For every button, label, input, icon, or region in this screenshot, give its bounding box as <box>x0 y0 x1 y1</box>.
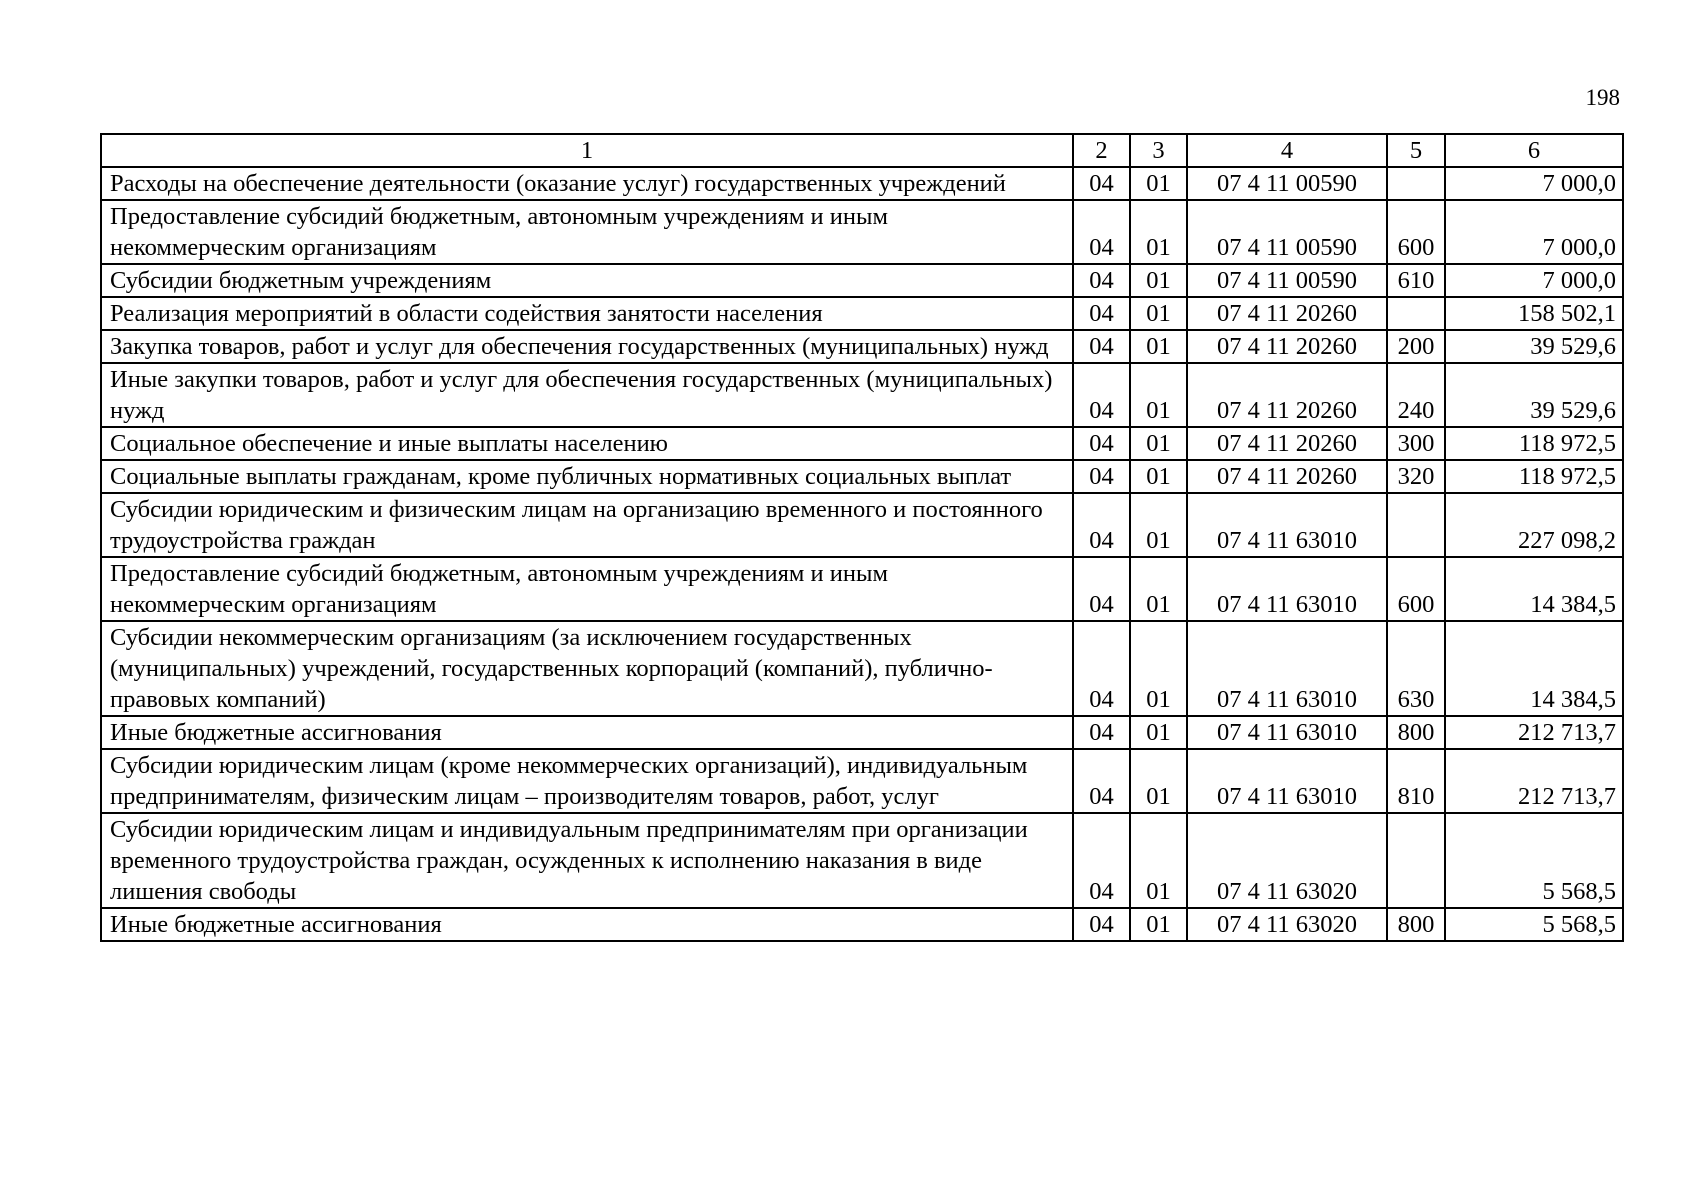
row-amount-cell: 212 713,7 <box>1445 716 1623 749</box>
column-header-6: 6 <box>1445 134 1623 167</box>
row-name-cell: Социальное обеспечение и иные выплаты населению <box>101 427 1073 460</box>
table-row <box>101 330 1623 363</box>
row-name-cell: Иные закупки товаров, работ и услуг для обеспечения государственных (муниципальных) нужд <box>101 363 1073 427</box>
table-header-row <box>101 134 1623 167</box>
table-row <box>101 908 1623 941</box>
row-amount-cell: 118 972,5 <box>1445 460 1623 493</box>
row-section-cell: 04 <box>1073 297 1130 330</box>
row-target-cell: 07 4 11 63020 <box>1187 813 1387 908</box>
row-subsection-cell: 01 <box>1130 813 1187 908</box>
row-section-cell: 04 <box>1073 167 1130 200</box>
column-header-5: 5 <box>1387 134 1445 167</box>
row-target-cell: 07 4 11 20260 <box>1187 330 1387 363</box>
row-name-cell: Субсидии бюджетным учреждениям <box>101 264 1073 297</box>
row-amount-cell: 5 568,5 <box>1445 813 1623 908</box>
row-subsection-cell: 01 <box>1130 200 1187 264</box>
row-section-cell: 04 <box>1073 493 1130 557</box>
table-row <box>101 716 1623 749</box>
row-subsection-cell: 01 <box>1130 908 1187 941</box>
column-header-1: 1 <box>101 134 1073 167</box>
row-expense-type-cell: 800 <box>1387 716 1445 749</box>
row-subsection-cell: 01 <box>1130 621 1187 716</box>
row-section-cell: 04 <box>1073 813 1130 908</box>
row-target-cell: 07 4 11 00590 <box>1187 200 1387 264</box>
row-expense-type-cell: 600 <box>1387 557 1445 621</box>
table-body <box>101 167 1623 941</box>
row-name-cell: Иные бюджетные ассигнования <box>101 908 1073 941</box>
table-row <box>101 427 1623 460</box>
row-amount-cell: 14 384,5 <box>1445 621 1623 716</box>
row-amount-cell: 158 502,1 <box>1445 297 1623 330</box>
budget-table <box>100 133 1624 942</box>
table-row <box>101 363 1623 427</box>
row-subsection-cell: 01 <box>1130 363 1187 427</box>
column-header-2: 2 <box>1073 134 1130 167</box>
row-amount-cell: 39 529,6 <box>1445 330 1623 363</box>
row-name-cell: Предоставление субсидий бюджетным, автономным учреждениям и иным некоммерческим организациям <box>101 200 1073 264</box>
table-row <box>101 493 1623 557</box>
row-expense-type-cell: 200 <box>1387 330 1445 363</box>
row-amount-cell: 5 568,5 <box>1445 908 1623 941</box>
row-expense-type-cell: 320 <box>1387 460 1445 493</box>
table-row <box>101 297 1623 330</box>
row-expense-type-cell: 630 <box>1387 621 1445 716</box>
row-expense-type-cell <box>1387 167 1445 200</box>
row-name-cell: Закупка товаров, работ и услуг для обеспечения государственных (муниципальных) нужд <box>101 330 1073 363</box>
row-amount-cell: 212 713,7 <box>1445 749 1623 813</box>
row-subsection-cell: 01 <box>1130 557 1187 621</box>
row-name-cell: Субсидии юридическим и физическим лицам на организацию временного и постоянного трудоустройства граждан <box>101 493 1073 557</box>
row-expense-type-cell: 810 <box>1387 749 1445 813</box>
row-subsection-cell: 01 <box>1130 716 1187 749</box>
table-row <box>101 813 1623 908</box>
row-section-cell: 04 <box>1073 716 1130 749</box>
row-amount-cell: 118 972,5 <box>1445 427 1623 460</box>
row-target-cell: 07 4 11 63020 <box>1187 908 1387 941</box>
table-row <box>101 749 1623 813</box>
row-target-cell: 07 4 11 20260 <box>1187 297 1387 330</box>
table-row <box>101 460 1623 493</box>
row-name-cell: Расходы на обеспечение деятельности (оказание услуг) государственных учреждений <box>101 167 1073 200</box>
row-target-cell: 07 4 11 00590 <box>1187 167 1387 200</box>
row-target-cell: 07 4 11 63010 <box>1187 716 1387 749</box>
row-name-cell: Предоставление субсидий бюджетным, автономным учреждениям и иным некоммерческим организациям <box>101 557 1073 621</box>
table-row <box>101 621 1623 716</box>
row-expense-type-cell: 610 <box>1387 264 1445 297</box>
row-expense-type-cell: 800 <box>1387 908 1445 941</box>
row-target-cell: 07 4 11 00590 <box>1187 264 1387 297</box>
row-section-cell: 04 <box>1073 557 1130 621</box>
row-expense-type-cell: 300 <box>1387 427 1445 460</box>
row-name-cell: Реализация мероприятий в области содействия занятости населения <box>101 297 1073 330</box>
row-amount-cell: 7 000,0 <box>1445 200 1623 264</box>
row-amount-cell: 14 384,5 <box>1445 557 1623 621</box>
row-section-cell: 04 <box>1073 363 1130 427</box>
row-section-cell: 04 <box>1073 200 1130 264</box>
row-name-cell: Субсидии некоммерческим организациям (за исключением государственных (муниципальных) учреждений, государственных корпораций (компаний), публично-правовых компаний) <box>101 621 1073 716</box>
row-amount-cell: 39 529,6 <box>1445 363 1623 427</box>
row-section-cell: 04 <box>1073 460 1130 493</box>
row-target-cell: 07 4 11 63010 <box>1187 557 1387 621</box>
row-target-cell: 07 4 11 63010 <box>1187 621 1387 716</box>
column-header-3: 3 <box>1130 134 1187 167</box>
row-subsection-cell: 01 <box>1130 330 1187 363</box>
row-amount-cell: 7 000,0 <box>1445 167 1623 200</box>
row-expense-type-cell: 600 <box>1387 200 1445 264</box>
row-subsection-cell: 01 <box>1130 460 1187 493</box>
row-subsection-cell: 01 <box>1130 749 1187 813</box>
row-subsection-cell: 01 <box>1130 493 1187 557</box>
row-amount-cell: 7 000,0 <box>1445 264 1623 297</box>
row-name-cell: Иные бюджетные ассигнования <box>101 716 1073 749</box>
row-name-cell: Субсидии юридическим лицам и индивидуальным предпринимателям при организации временного трудоустройства граждан, осужденных к исполнению наказания в виде лишения свободы <box>101 813 1073 908</box>
row-subsection-cell: 01 <box>1130 167 1187 200</box>
row-target-cell: 07 4 11 20260 <box>1187 427 1387 460</box>
row-expense-type-cell <box>1387 297 1445 330</box>
table-row <box>101 264 1623 297</box>
column-header-4: 4 <box>1187 134 1387 167</box>
row-subsection-cell: 01 <box>1130 297 1187 330</box>
row-amount-cell: 227 098,2 <box>1445 493 1623 557</box>
row-expense-type-cell <box>1387 493 1445 557</box>
row-section-cell: 04 <box>1073 427 1130 460</box>
row-target-cell: 07 4 11 20260 <box>1187 363 1387 427</box>
row-target-cell: 07 4 11 20260 <box>1187 460 1387 493</box>
row-section-cell: 04 <box>1073 749 1130 813</box>
row-name-cell: Субсидии юридическим лицам (кроме некоммерческих организаций), индивидуальным предпринимателям, физическим лицам – производителям товаров, работ, услуг <box>101 749 1073 813</box>
row-section-cell: 04 <box>1073 621 1130 716</box>
table-row <box>101 200 1623 264</box>
row-section-cell: 04 <box>1073 908 1130 941</box>
row-section-cell: 04 <box>1073 264 1130 297</box>
row-subsection-cell: 01 <box>1130 264 1187 297</box>
row-section-cell: 04 <box>1073 330 1130 363</box>
table-row <box>101 557 1623 621</box>
row-target-cell: 07 4 11 63010 <box>1187 749 1387 813</box>
table-row <box>101 167 1623 200</box>
row-expense-type-cell <box>1387 813 1445 908</box>
row-subsection-cell: 01 <box>1130 427 1187 460</box>
page-number: 198 <box>1585 85 1620 110</box>
row-target-cell: 07 4 11 63010 <box>1187 493 1387 557</box>
row-expense-type-cell: 240 <box>1387 363 1445 427</box>
row-name-cell: Социальные выплаты гражданам, кроме публичных нормативных социальных выплат <box>101 460 1073 493</box>
